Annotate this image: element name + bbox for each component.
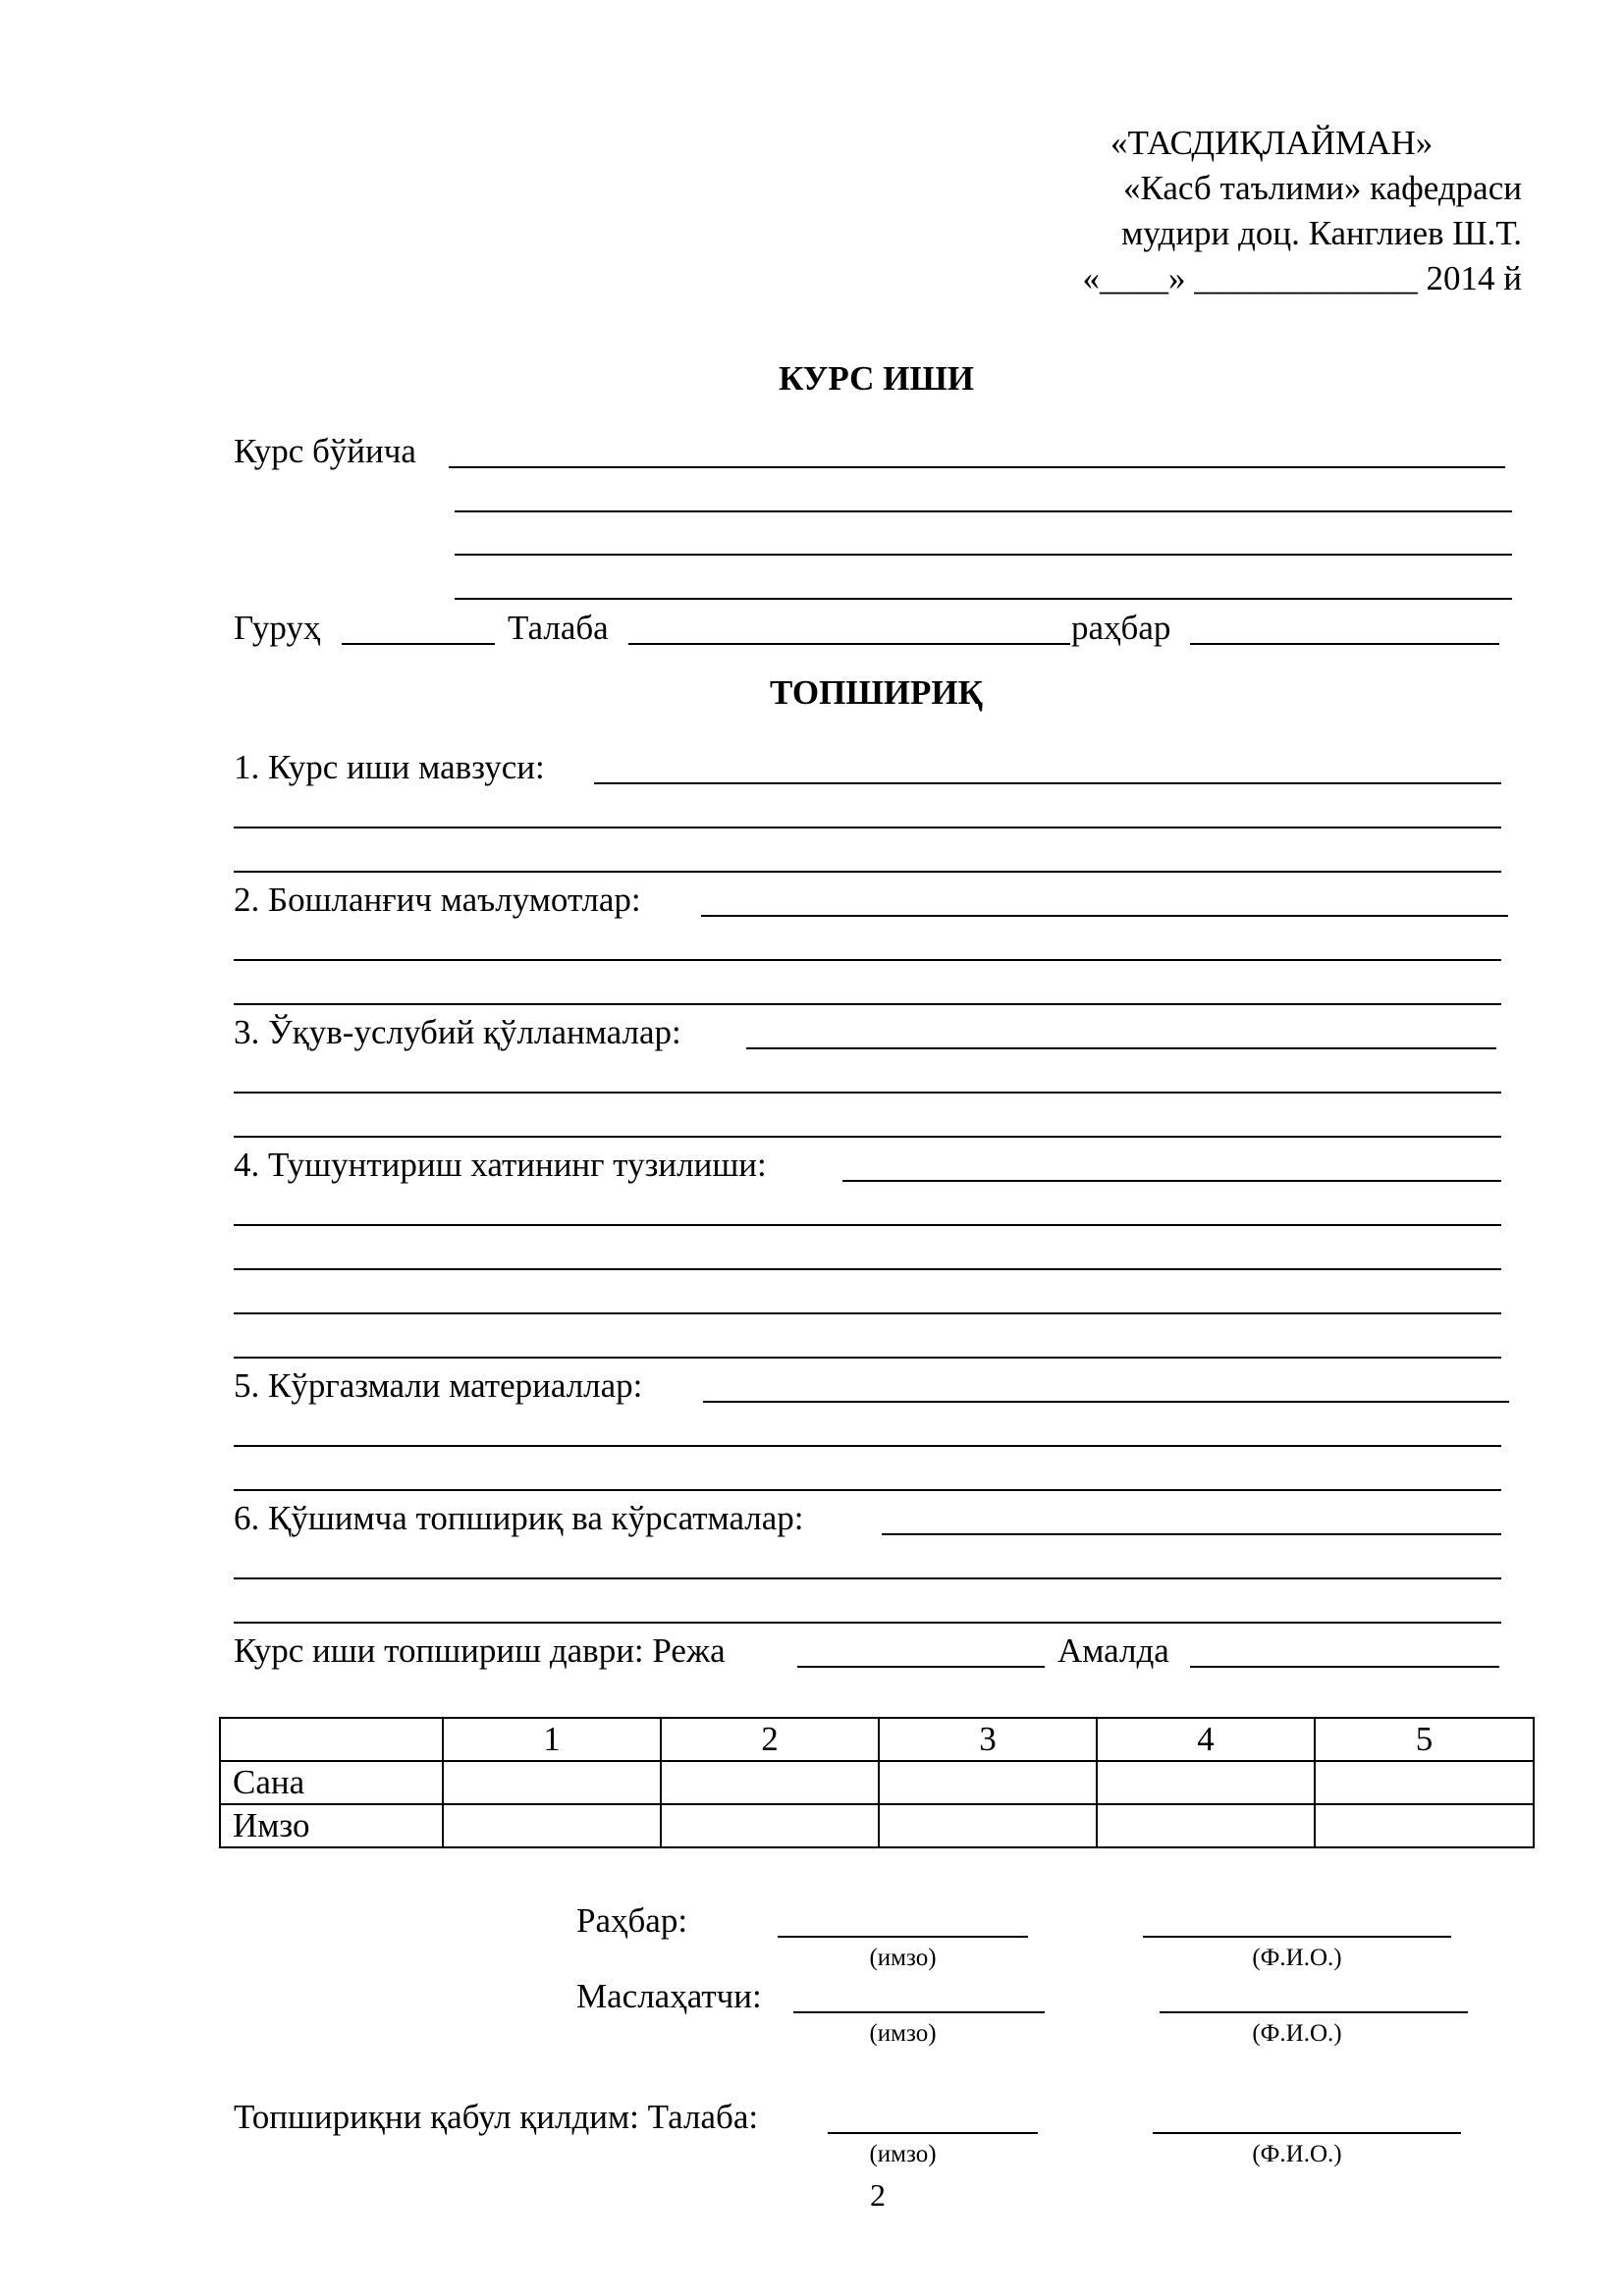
course-field-line[interactable]	[455, 554, 1512, 556]
advisor-sign-line[interactable]	[793, 2011, 1045, 2013]
table-column-header: 3	[879, 1718, 1097, 1761]
item-visual-materials-line[interactable]	[234, 1445, 1501, 1447]
table-column-header: 1	[443, 1718, 661, 1761]
item-initial-data-label: 2. Бошланғич маълумотлар:	[234, 881, 641, 919]
period-plan-label: Курс иши топшириш даври: Режа	[234, 1631, 726, 1670]
item-topic-line[interactable]	[234, 827, 1501, 828]
group-label: Гуруҳ	[234, 609, 321, 647]
student-label: Талаба	[508, 609, 609, 647]
item-structure-line[interactable]	[234, 1312, 1501, 1314]
item-structure-line[interactable]	[234, 1357, 1501, 1359]
accepted-sign-caption: (имзо)	[869, 2141, 937, 2167]
table-cell[interactable]	[1097, 1761, 1315, 1804]
approval-date: «____» _____________ 2014 й	[1082, 259, 1522, 297]
leader-sign-line[interactable]	[778, 1936, 1028, 1938]
table-cell[interactable]	[661, 1761, 879, 1804]
accepted-name-line[interactable]	[1153, 2132, 1461, 2134]
item-topic-label: 1. Курс иши мавзуси:	[234, 748, 545, 786]
advisor-name-caption: (Ф.И.О.)	[1252, 2020, 1342, 2047]
table-header-row	[220, 1718, 1534, 1761]
table-corner-cell	[220, 1718, 443, 1761]
table-column-header: 4	[1097, 1718, 1315, 1761]
period-actual-label: Амалда	[1057, 1631, 1169, 1670]
table-row-header: Имзо	[220, 1804, 443, 1847]
accepted-sign-line[interactable]	[828, 2132, 1038, 2134]
leader-name-caption: (Ф.И.О.)	[1252, 1945, 1342, 1971]
table-row	[220, 1804, 1534, 1847]
progress-table	[219, 1717, 1535, 1848]
item-initial-data-line[interactable]	[234, 959, 1501, 961]
item-additional-label: 6. Қўшимча топшириқ ва кўрсатмалар:	[234, 1499, 804, 1537]
table-cell[interactable]	[1097, 1804, 1315, 1847]
item-visual-materials-label: 5. Кўргазмали материаллар:	[234, 1366, 643, 1405]
item-structure-line[interactable]	[842, 1180, 1501, 1182]
document-title: КУРС ИШИ	[778, 359, 975, 398]
item-topic-line[interactable]	[234, 871, 1501, 873]
advisor-sign-caption: (имзо)	[869, 2020, 937, 2047]
table-cell[interactable]	[443, 1761, 661, 1804]
item-visual-materials-line[interactable]	[703, 1401, 1509, 1403]
approval-department: «Касб таълими» кафедраси	[1123, 169, 1522, 207]
item-visual-materials-line[interactable]	[234, 1489, 1501, 1491]
table-column-header: 2	[661, 1718, 879, 1761]
item-structure-line[interactable]	[234, 1268, 1501, 1270]
item-structure-label: 4. Тушунтириш хатининг тузилиши:	[234, 1146, 767, 1184]
table-cell[interactable]	[879, 1761, 1097, 1804]
item-manuals-line[interactable]	[234, 1136, 1501, 1138]
advisor-name-line[interactable]	[1160, 2011, 1468, 2013]
table-cell[interactable]	[1315, 1804, 1534, 1847]
table-column-header: 5	[1315, 1718, 1534, 1761]
course-label: Курс бўйича	[234, 432, 416, 470]
item-initial-data-line[interactable]	[234, 1003, 1501, 1005]
table-cell[interactable]	[661, 1804, 879, 1847]
table-cell[interactable]	[1315, 1761, 1534, 1804]
table-cell[interactable]	[443, 1804, 661, 1847]
table-cell[interactable]	[879, 1804, 1097, 1847]
item-initial-data-line[interactable]	[701, 915, 1508, 917]
accepted-name-caption: (Ф.И.О.)	[1252, 2141, 1342, 2167]
item-manuals-line[interactable]	[746, 1047, 1496, 1049]
item-topic-line[interactable]	[594, 782, 1501, 784]
approval-heading: «ТАСДИҚЛАЙМАН»	[1110, 124, 1434, 162]
leader-label: раҳбар	[1071, 609, 1171, 647]
page-number: 2	[870, 2177, 886, 2213]
leader-signature-label: Раҳбар:	[576, 1901, 688, 1940]
period-plan-line[interactable]	[797, 1666, 1045, 1668]
item-manuals-label: 3. Ўқув-услубий қўлланмалар:	[234, 1013, 681, 1051]
table-row-header: Сана	[220, 1761, 443, 1804]
accepted-signature-label: Топшириқни қабул қилдим: Талаба:	[234, 2098, 759, 2136]
item-additional-line[interactable]	[234, 1577, 1501, 1579]
item-additional-line[interactable]	[882, 1533, 1501, 1535]
item-manuals-line[interactable]	[234, 1092, 1501, 1094]
course-field-line[interactable]	[455, 510, 1512, 512]
group-field-line[interactable]	[342, 643, 495, 645]
leader-sign-caption: (имзо)	[869, 1945, 937, 1971]
approval-head-name: мудири доц. Канглиев Ш.Т.	[1121, 214, 1522, 252]
student-field-line[interactable]	[628, 643, 1070, 645]
period-actual-line[interactable]	[1190, 1666, 1499, 1668]
item-additional-line[interactable]	[234, 1622, 1501, 1624]
table-row	[220, 1761, 1534, 1804]
course-field-line[interactable]	[449, 466, 1505, 468]
advisor-signature-label: Маслаҳатчи:	[576, 1977, 762, 2015]
course-field-line[interactable]	[455, 598, 1512, 600]
task-title: ТОПШИРИҚ	[770, 673, 983, 712]
leader-field-line[interactable]	[1190, 643, 1499, 645]
leader-name-line[interactable]	[1143, 1936, 1451, 1938]
item-structure-line[interactable]	[234, 1224, 1501, 1226]
